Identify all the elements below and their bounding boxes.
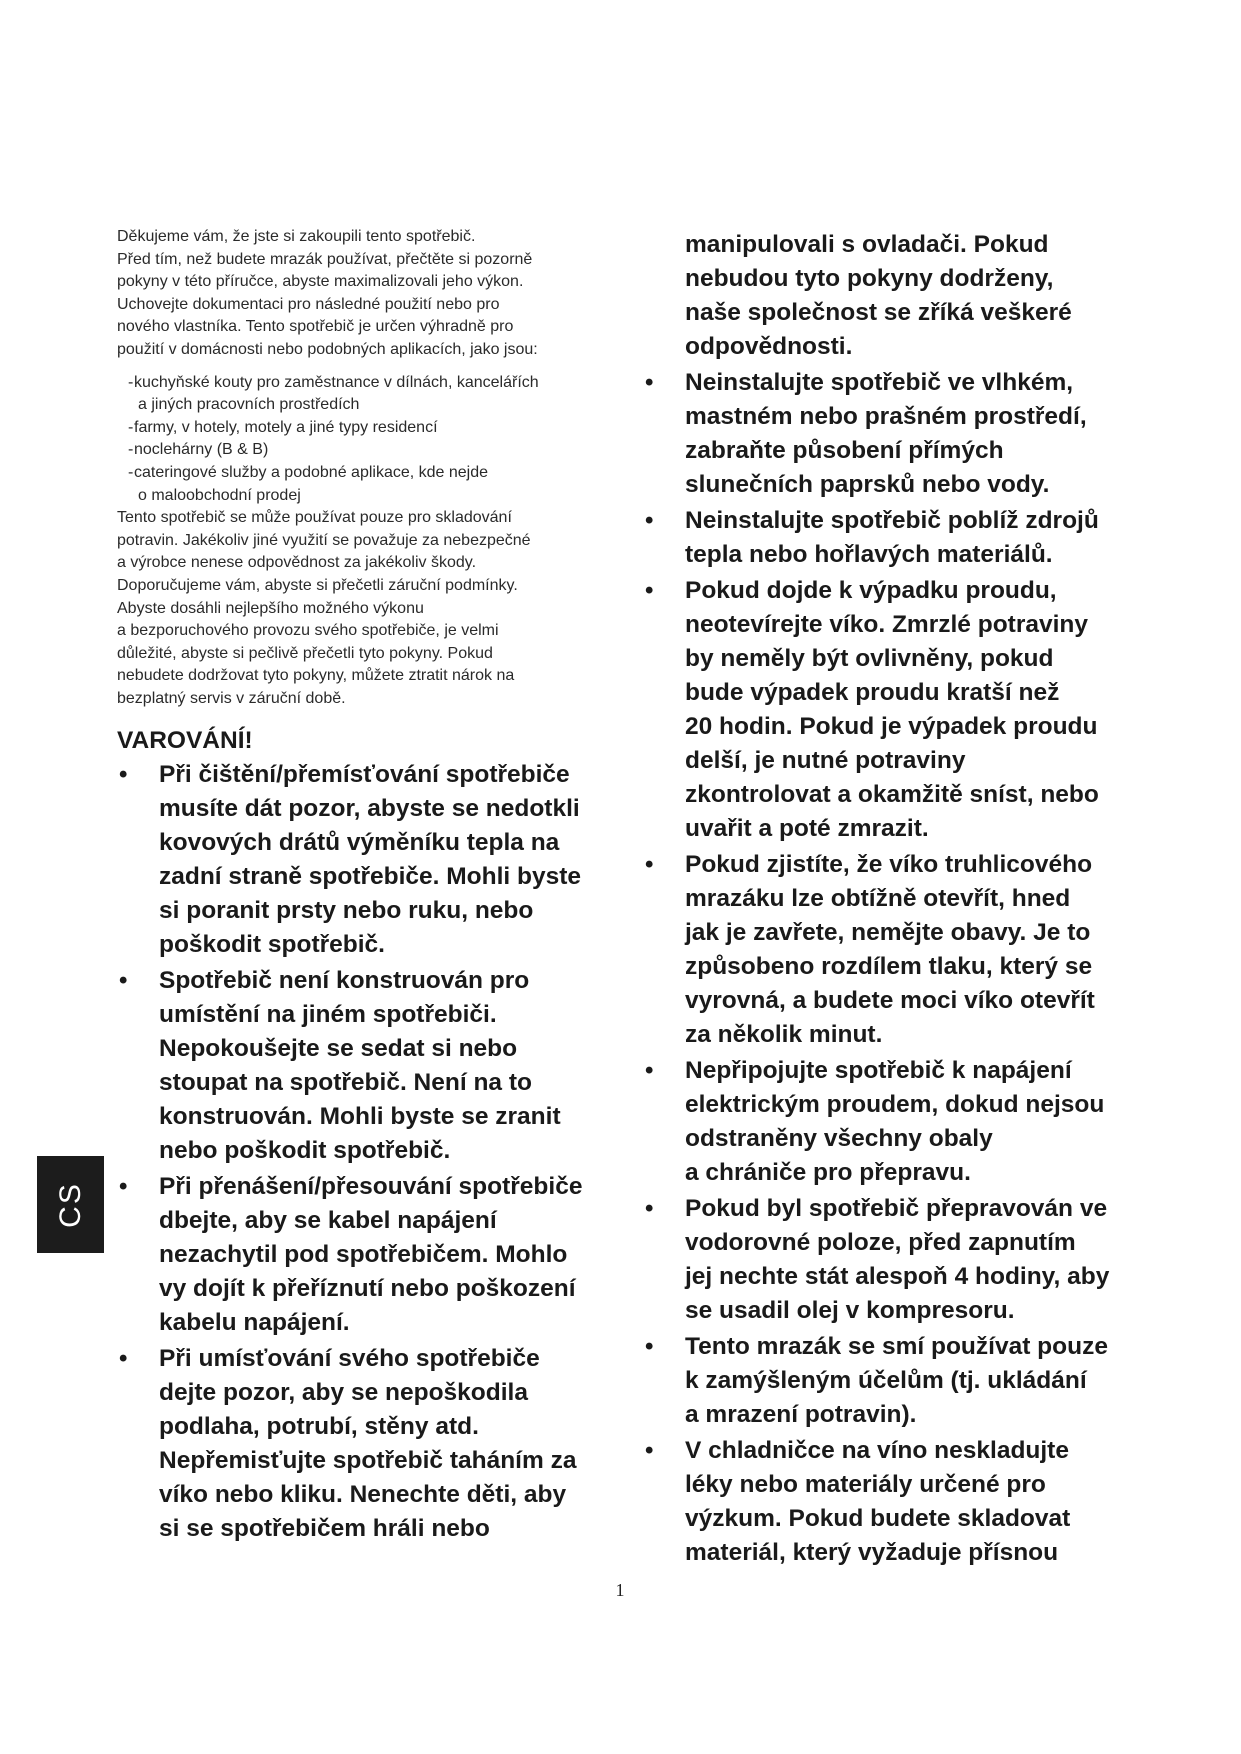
- list-item: [117, 439, 617, 462]
- warning-line: Pokud zjistíte, že víko truhlicového: [685, 851, 1093, 878]
- warning-line: tepla nebo hořlavých materiálů.: [685, 541, 1053, 568]
- note-line: Doporučujeme vám, abyste si přečetli záruční podmínky.: [117, 576, 518, 594]
- text-line: naše společnost se zříká veškeré: [685, 299, 1072, 326]
- note-line: nebudete dodržovat tyto pokyny, můžete ztratit nárok na: [117, 667, 515, 685]
- warning-line: podlaha, potrubí, stěny atd.: [159, 1413, 479, 1441]
- warning-item: [117, 1170, 617, 1340]
- list-item: [117, 417, 617, 440]
- warning-line: Tento mrazák se smí používat pouze: [685, 1333, 1108, 1360]
- warning-line: Nepřipojujte spotřebič k napájení: [685, 1057, 1072, 1084]
- warning-line: si se spotřebičem hráli nebo: [159, 1515, 490, 1543]
- warning-line: jak je zavřete, nemějte obavy. Je to: [685, 919, 1091, 946]
- warning-line: Pokud byl spotřebič přepravován ve: [685, 1195, 1108, 1222]
- warning-line: odstraněny všechny obaly: [685, 1125, 993, 1152]
- warning-line: vodorovné poloze, před zapnutím: [685, 1229, 1076, 1256]
- warning-line: Při čištění/přemísťování spotřebiče: [159, 761, 570, 789]
- warning-line: musíte dát pozor, abyste se nedotkli: [159, 795, 580, 823]
- intro-line: Uchovejte dokumentaci pro následné použití nebo pro: [117, 295, 500, 313]
- warning-line: Neinstalujte spotřebič poblíž zdrojů: [685, 507, 1099, 534]
- text-line: odpovědnosti.: [685, 333, 853, 360]
- bullet-icon: •: [645, 1333, 654, 1360]
- list-item-text: o maloobchodní prodej: [138, 486, 301, 504]
- warning-item: [645, 1054, 1145, 1190]
- warning-line: Spotřebič není konstruován pro: [159, 967, 530, 995]
- warning-line: Při umísťování svého spotřebiče: [159, 1345, 540, 1373]
- note-line: bezplatný servis v záruční době.: [117, 689, 346, 707]
- warning-line: 20 hodin. Pokud je výpadek proudu: [685, 713, 1098, 740]
- intro-paragraph: [117, 226, 617, 362]
- warning-line: zkontrolovat a okamžitě sníst, nebo: [685, 781, 1099, 808]
- list-item: [117, 462, 617, 507]
- warning-line: neotevírejte víko. Zmrzlé potraviny: [685, 611, 1089, 638]
- note-line: Abyste dosáhli nejlepšího možného výkonu: [117, 599, 424, 617]
- warning-line: si poranit prsty nebo ruku, nebo: [159, 897, 534, 925]
- warning-line: by neměly být ovlivněny, pokud: [685, 645, 1054, 672]
- intro-line: Před tím, než budete mrazák používat, přečtěte si pozorně: [117, 250, 533, 268]
- bullet-icon: •: [645, 1195, 654, 1222]
- warning-line: umístění na jiném spotřebiči.: [159, 1001, 497, 1029]
- note-line: důležité, abyste si pečlivě přečetli tyto pokyny. Pokud: [117, 644, 493, 662]
- bullet-icon: •: [119, 1345, 128, 1373]
- note-line: a výrobce nenese odpovědnost za jakékoliv škody.: [117, 554, 477, 572]
- bullet-icon: •: [645, 369, 654, 396]
- bullet-icon: •: [645, 1057, 654, 1084]
- list-item: [117, 372, 617, 417]
- warning-line: a mrazení potravin).: [685, 1401, 917, 1428]
- dash-marker: -: [128, 441, 134, 459]
- warning-item: [645, 504, 1145, 572]
- bullet-icon: •: [645, 577, 654, 604]
- warning-line: Při přenášení/přesouvání spotřebiče: [159, 1173, 583, 1201]
- note-line: a bezporuchového provozu svého spotřebiče, je velmi: [117, 622, 499, 640]
- intro-line: použití v domácnosti nebo podobných aplikacích, jako jsou:: [117, 340, 538, 358]
- page-number: 1: [615, 1580, 625, 1600]
- bullet-icon: •: [119, 967, 128, 995]
- warning-line: uvařit a poté zmrazit.: [685, 815, 929, 842]
- warning-line: kabelu napájení.: [159, 1309, 350, 1337]
- warning-line: Nepřemisťujte spotřebič taháním za: [159, 1447, 577, 1475]
- warning-line: vyrovná, a budete moci víko otevřít: [685, 987, 1095, 1014]
- warning-line: konstruován. Mohli byste se zranit: [159, 1103, 561, 1131]
- usage-list: [117, 372, 617, 508]
- warning-line: V chladničce na víno neskladujte: [685, 1437, 1069, 1464]
- warning-line: víko nebo kliku. Nenechte děti, aby: [159, 1481, 567, 1509]
- warning-line: dbejte, aby se kabel napájení: [159, 1207, 497, 1235]
- text-line: manipulovali s ovladači. Pokud: [685, 231, 1049, 258]
- warning-line: elektrickým proudem, dokud nejsou: [685, 1091, 1105, 1118]
- warning-line: nezachytil pod spotřebičem. Mohlo: [159, 1241, 568, 1269]
- continued-warning-text: [645, 228, 1145, 364]
- bullet-icon: •: [645, 507, 654, 534]
- warning-line: nebo poškodit spotřebič.: [159, 1137, 451, 1165]
- right-column: [645, 228, 1145, 1572]
- warning-item: [645, 848, 1145, 1052]
- warning-line: mrazáku lze obtížně otevřít, hned: [685, 885, 1071, 912]
- warning-line: bude výpadek proudu kratší než: [685, 679, 1060, 706]
- warning-item: [117, 964, 617, 1168]
- warning-item: [645, 574, 1145, 846]
- note-line: Tento spotřebič se může používat pouze pro skladování: [117, 509, 512, 527]
- intro-line: Děkujeme vám, že jste si zakoupili tento spotřebič.: [117, 228, 476, 245]
- list-item-text: kuchyňské kouty pro zaměstnance v dílnách, kancelářích: [134, 373, 539, 391]
- text-line: nebudou tyto pokyny dodrženy,: [685, 265, 1054, 292]
- language-code: CS: [53, 1181, 87, 1228]
- bullet-icon: •: [645, 1437, 654, 1464]
- list-item-text: cateringové služby a podobné aplikace, kde nejde: [134, 463, 489, 481]
- warning-line: se usadil olej v kompresoru.: [685, 1297, 1015, 1324]
- warning-line: zadní straně spotřebiče. Mohli byste: [159, 863, 582, 891]
- warning-item: [645, 1330, 1145, 1432]
- warning-line: delší, je nutné potraviny: [685, 747, 966, 774]
- bullet-icon: •: [645, 851, 654, 878]
- list-item-text: noclehárny (B & B): [134, 441, 269, 459]
- warning-line: k zamýšleným účelům (tj. ukládání: [685, 1367, 1087, 1394]
- intro-line: nového vlastníka. Tento spotřebič je určen výhradně pro: [117, 318, 514, 336]
- warning-line: mastném nebo prašném prostředí,: [685, 403, 1087, 430]
- warning-line: a chrániče pro přepravu.: [685, 1159, 971, 1186]
- intro-line: pokyny v této příručce, abyste maximalizovali jeho výkon.: [117, 273, 524, 291]
- warning-line: zabraňte působení přímých: [685, 437, 1004, 464]
- warning-item: [117, 758, 617, 962]
- usage-note-paragraph: [117, 507, 617, 710]
- warning-item: [645, 366, 1145, 502]
- warning-line: způsobeno rozdílem tlaku, který se: [685, 953, 1093, 980]
- list-item-text: farmy, v hotely, motely a jiné typy residencí: [134, 418, 438, 436]
- dash-marker: -: [128, 373, 134, 391]
- left-column: [117, 226, 617, 1548]
- warning-line: slunečních paprsků nebo vody.: [685, 471, 1050, 498]
- warning-line: materiál, který vyžaduje přísnou: [685, 1539, 1059, 1566]
- warning-line: stoupat na spotřebič. Není na to: [159, 1069, 532, 1097]
- warning-line: Pokud dojde k výpadku proudu,: [685, 577, 1057, 604]
- list-item-text: a jiných pracovních prostředích: [138, 396, 360, 414]
- warning-line: Neinstalujte spotřebič ve vlhkém,: [685, 369, 1074, 396]
- warning-line: jej nechte stát alespoň 4 hodiny, aby: [685, 1263, 1110, 1290]
- warning-line: Nepokoušejte se sedat si nebo: [159, 1035, 518, 1063]
- warning-item: [645, 1434, 1145, 1570]
- dash-marker: -: [128, 418, 134, 436]
- bullet-icon: •: [119, 1173, 128, 1201]
- warning-line: výzkum. Pokud budete skladovat: [685, 1505, 1071, 1532]
- dash-marker: -: [128, 463, 134, 481]
- warning-line: za několik minut.: [685, 1021, 883, 1048]
- warning-item: [117, 1342, 617, 1546]
- warning-list-left: [117, 758, 617, 1546]
- warning-line: léky nebo materiály určené pro: [685, 1471, 1046, 1498]
- warning-line: vy dojít k přeříznutí nebo poškození: [159, 1275, 576, 1303]
- warning-heading: VAROVÁNÍ!: [117, 727, 253, 755]
- language-tab: [37, 1156, 104, 1253]
- warning-line: kovových drátů výměníku tepla na: [159, 829, 560, 857]
- note-line: potravin. Jakékoliv jiné využití se považuje za nebezpečné: [117, 531, 531, 549]
- warning-item: [645, 1192, 1145, 1328]
- warning-line: dejte pozor, aby se nepoškodila: [159, 1379, 528, 1407]
- warning-list-right: [645, 366, 1145, 1570]
- warning-line: poškodit spotřebič.: [159, 931, 385, 959]
- bullet-icon: •: [119, 761, 128, 789]
